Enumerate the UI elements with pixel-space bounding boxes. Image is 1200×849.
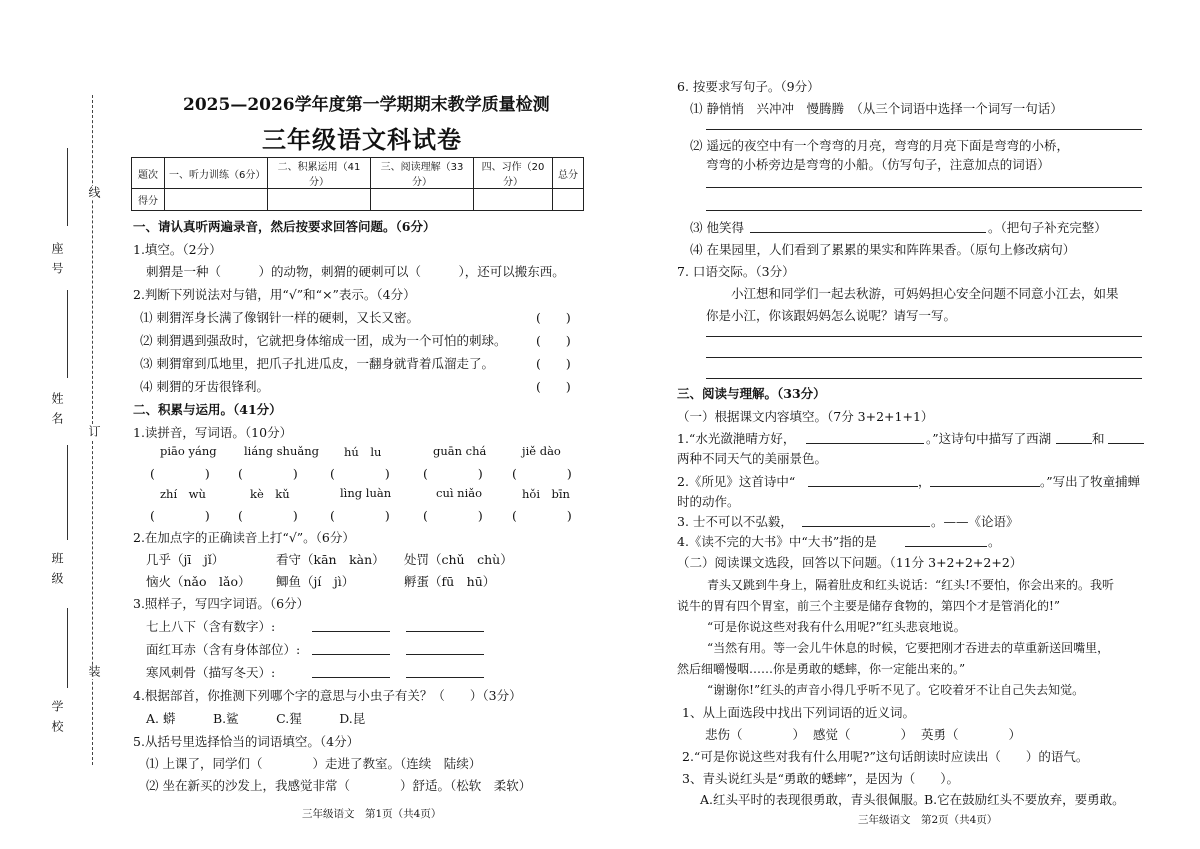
pinyin-answer-box[interactable]: ( ) <box>238 466 298 481</box>
p3-title: 3.照样子，写四字词语。（6分） <box>133 596 310 611</box>
pinyin-answer-box[interactable]: ( ) <box>423 466 483 481</box>
q7-title: 7. 口语交际。（3分） <box>677 264 795 279</box>
school-year-heading: 2025—2026学年度第一学期期末教学质量检测 <box>183 95 550 115</box>
r2-title: （二）阅读课文选段，回答以下问题。（11分 3+2+2+2+2） <box>677 555 1023 570</box>
rq1-word[interactable]: 悲伤（ ） <box>705 727 806 742</box>
rq1-title: 1、从上面选段中找出下列词语的近义词。 <box>682 705 915 720</box>
q6-2b: 弯弯的小桥旁边是弯弯的小船。（仿写句子，注意加点的词语） <box>706 157 1050 172</box>
passage-line: 然后细嚼慢咽……你是勇敢的蟋蟀，你一定能出来的。” <box>677 662 966 676</box>
reading-choice[interactable]: 鲫鱼（jí jì） <box>276 574 355 589</box>
p3-answer-line[interactable] <box>312 654 390 655</box>
pinyin-answer-box[interactable]: ( ) <box>238 508 298 523</box>
r1-2c: 。”写出了牧童捕蝉 <box>1040 474 1141 489</box>
r1-4a: 4.《读不完的大书》中“大书”指的是 <box>677 534 877 549</box>
p3-item: 寒风刺骨（描写冬天）: <box>146 665 276 680</box>
pinyin-answer-box[interactable]: ( ) <box>512 466 572 481</box>
q7-answer-line[interactable] <box>706 336 1142 337</box>
r1-answer-line[interactable] <box>905 546 987 547</box>
score-cell[interactable] <box>165 189 268 211</box>
r1-3a: 3. 士不可以不弘毅， <box>677 514 793 529</box>
score-cell[interactable] <box>268 189 371 211</box>
pinyin-answer-box[interactable]: ( ) <box>423 508 483 523</box>
pinyin: piāo yáng <box>160 444 217 458</box>
score-header-cell: 四、习作（20分） <box>474 158 553 189</box>
passage-line: 青头又跳到牛身上，隔着肚皮和红头说话：“红头!不要怕，你会出来的。我听 <box>707 578 1114 592</box>
q2-answer-paren[interactable]: ( ) <box>536 379 571 394</box>
passage-line: “当然有用。等一会儿牛休息的时候，它要把刚才吞进去的草重新送回嘴里， <box>707 641 1110 655</box>
q7-answer-line[interactable] <box>706 378 1142 379</box>
r1-1a: 1.“水光潋滟晴方好， <box>677 431 796 446</box>
pinyin: hú lu <box>344 445 382 459</box>
r1-answer-line[interactable] <box>1108 443 1144 444</box>
r1-answer-line[interactable] <box>808 486 918 487</box>
q6-2a: ⑵ 遥远的夜空中有一个弯弯的月亮，弯弯的月亮下面是弯弯的小桥， <box>690 138 1069 153</box>
rq3-option-b[interactable]: B.它在鼓励红头不要放弃，要勇敢。 <box>924 792 1125 807</box>
q7-answer-line[interactable] <box>706 357 1142 358</box>
q2-answer-paren[interactable]: ( ) <box>536 356 571 371</box>
r1-1b: 。”这诗句中描写了西湖 <box>926 431 1052 446</box>
q2-answer-paren[interactable]: ( ) <box>536 333 571 348</box>
rq1-word[interactable]: 感觉（ ） <box>813 727 914 742</box>
q2-answer-paren[interactable]: ( ) <box>536 310 571 325</box>
page-1-footer: 三年级语文 第1页（共4页） <box>302 808 442 820</box>
seal-word-xian: 线 <box>87 186 101 200</box>
seal-word-zhuang: 装 <box>87 665 101 679</box>
r1-1d: 两种不同天气的美丽景色。 <box>677 451 828 466</box>
p5-item[interactable]: ⑵ 坐在新买的沙发上，我感觉非常（ ）舒适。（松软 柔软） <box>146 778 532 793</box>
score-cell[interactable] <box>553 189 584 211</box>
r1-1c: 和 <box>1092 431 1105 446</box>
section-2-title: 二、积累与运用。（41分） <box>133 402 282 417</box>
p3-answer-line[interactable] <box>406 677 484 678</box>
p5-item[interactable]: ⑴ 上课了，同学们（ ）走进了教室。（连续 陆续） <box>146 756 482 771</box>
q2-item: ⑶ 刺猬窜到瓜地里，把爪子扎进瓜皮，一翻身就背着瓜溜走了。 <box>140 356 494 371</box>
q6-answer-line[interactable] <box>706 129 1142 130</box>
q2-title: 2.判断下列说法对与错，用“√”和“×”表示。（4分） <box>133 287 416 302</box>
q6-answer-line[interactable] <box>706 187 1142 188</box>
p4-options: A. 蟒 B.鲨 C.猩 D.昆 <box>146 711 366 726</box>
pinyin: liáng shuǎng <box>244 444 319 458</box>
pinyin: jiě dào <box>522 444 561 458</box>
r1-2a: 2.《所见》这首诗中“ <box>677 474 796 489</box>
seal-word-ding: 订 <box>87 425 101 439</box>
r1-answer-line[interactable] <box>930 486 1040 487</box>
r1-3b: 。——《论语》 <box>931 514 1019 529</box>
rq3[interactable]: 3、青头说红头是“勇敢的蟋蟀”，是因为（ ）。 <box>682 771 959 786</box>
pinyin-answer-box[interactable]: ( ) <box>150 466 210 481</box>
passage-line: “可是你说这些对我有什么用呢?”红头悲哀地说。 <box>707 620 966 634</box>
name-label: 姓 名 <box>50 392 64 426</box>
pinyin-answer-box[interactable]: ( ) <box>330 508 390 523</box>
r1-2d: 时的动作。 <box>677 494 740 509</box>
q6-answer-line[interactable] <box>706 210 1142 211</box>
score-header-cell: 总分 <box>553 158 584 189</box>
passage-line: 说牛的胃有四个胃室，前三个主要是储存食物的，第四个才是管消化的!” <box>677 599 1060 613</box>
r1-4b: 。 <box>988 534 1001 549</box>
p3-item: 面红耳赤（含有身体部位）: <box>146 642 301 657</box>
q7-text: 小江想和同学们一起去秋游，可妈妈担心安全问题不同意小江去，如果 <box>731 286 1119 301</box>
p3-item: 七上八下（含有数字）: <box>146 619 276 634</box>
r1-answer-line[interactable] <box>1056 443 1092 444</box>
section-1-title: 一、请认真听两遍录音，然后按要求回答问题。（6分） <box>133 219 436 234</box>
q7-text: 你是小江，你该跟妈妈怎么说呢？请写一写。 <box>706 308 957 323</box>
q6-1: ⑴ 静悄悄 兴冲冲 慢腾腾 （从三个词语中选择一个词写一句话） <box>690 101 1063 116</box>
pinyin-answer-box[interactable]: ( ) <box>150 508 210 523</box>
page-2-footer: 三年级语文 第2页（共4页） <box>858 814 998 826</box>
school-label: 学 校 <box>50 700 64 734</box>
rq1-word[interactable]: 英勇（ ） <box>921 727 1022 742</box>
rq2[interactable]: 2.“可是你说这些对我有什么用呢?”这句话朗读时应读出（ ）的语气。 <box>682 749 1089 764</box>
pinyin: guān chá <box>433 444 487 458</box>
p3-answer-line[interactable] <box>406 654 484 655</box>
pinyin: cuì niǎo <box>436 486 483 500</box>
p2-title: 2.在加点字的正确读音上打“√”。（6分） <box>133 530 355 545</box>
score-cell[interactable] <box>371 189 474 211</box>
pinyin: zhí wù <box>160 487 206 501</box>
r1-answer-line[interactable] <box>802 526 930 527</box>
reading-choice[interactable]: 几乎（jī jǐ） <box>146 552 225 567</box>
passage-line: “谢谢你!”红头的声音小得几乎听不见了。它咬着牙不让自己失去知觉。 <box>707 683 1085 697</box>
score-header-cell: 三、阅读理解（33分） <box>371 158 474 189</box>
q2-item: ⑷ 刺猬的牙齿很锋利。 <box>140 379 269 394</box>
p3-answer-line[interactable] <box>312 631 390 632</box>
q2-item: ⑴ 刺猬浑身长满了像钢针一样的硬刺，又长又密。 <box>140 310 419 325</box>
reading-choice[interactable]: 看守（kān kàn） <box>276 552 385 567</box>
r1-title: （一）根据课文内容填空。（7分 3+2+1+1） <box>677 409 934 424</box>
score-header-cell: 题次 <box>132 158 165 189</box>
section-3-title: 三、阅读与理解。（33分） <box>677 386 826 401</box>
r1-2b: ， <box>918 474 931 489</box>
pinyin: kè kǔ <box>250 487 290 501</box>
score-cell[interactable] <box>474 189 553 211</box>
p5-title: 5.从括号里选择恰当的词语填空。（4分） <box>133 734 360 749</box>
r1-answer-line[interactable] <box>806 443 924 444</box>
seat-number-label: 座 号 <box>50 242 64 276</box>
rq3-option-a[interactable]: A.红头平时的表现很勇敢，青头很佩服。 <box>700 792 926 807</box>
p3-answer-line[interactable] <box>406 631 484 632</box>
q6-title: 6. 按要求写句子。（9分） <box>677 79 820 94</box>
p1-title: 1.读拼音，写词语。（10分） <box>133 425 293 440</box>
q6-3-answer-line[interactable] <box>750 232 986 233</box>
exam-title: 三年级语文科试卷 <box>262 125 462 154</box>
class-label: 班 级 <box>50 552 64 586</box>
score-row-label: 得分 <box>132 189 165 211</box>
q6-3a: ⑶ 他笑得 <box>690 220 744 235</box>
reading-choice[interactable]: 处罚（chǔ chù） <box>404 552 513 567</box>
reading-choice[interactable]: 恼火（nǎo lǎo） <box>146 574 251 589</box>
p4-title[interactable]: 4.根据部首，你推测下列哪个字的意思与小虫子有关？（ ）（3分） <box>133 688 522 703</box>
pinyin-answer-box[interactable]: ( ) <box>512 508 572 523</box>
score-table <box>131 157 584 211</box>
q6-4: ⑷ 在果园里，人们看到了累累的果实和阵阵果香。（原句上修改病句） <box>690 242 1076 257</box>
p3-answer-line[interactable] <box>312 677 390 678</box>
score-header-cell: 一、听力训练（6分） <box>165 158 268 189</box>
pinyin: hǒi bīn <box>522 487 570 501</box>
q1-text[interactable]: 刺猬是一种（ ）的动物，刺猬的硬刺可以（ ），还可以搬东西。 <box>146 264 565 279</box>
q1-title: 1.填空。（2分） <box>133 242 222 257</box>
score-header-cell: 二、积累运用（41分） <box>268 158 371 189</box>
pinyin-answer-box[interactable]: ( ) <box>330 466 390 481</box>
q2-item: ⑵ 刺猬遇到强敌时，它就把身体缩成一团，成为一个可怕的刺球。 <box>140 333 507 348</box>
q6-3b: 。（把句子补充完整） <box>988 220 1107 235</box>
reading-choice[interactable]: 孵蛋（fū hū） <box>404 574 496 589</box>
pinyin: lìng luàn <box>340 486 392 500</box>
